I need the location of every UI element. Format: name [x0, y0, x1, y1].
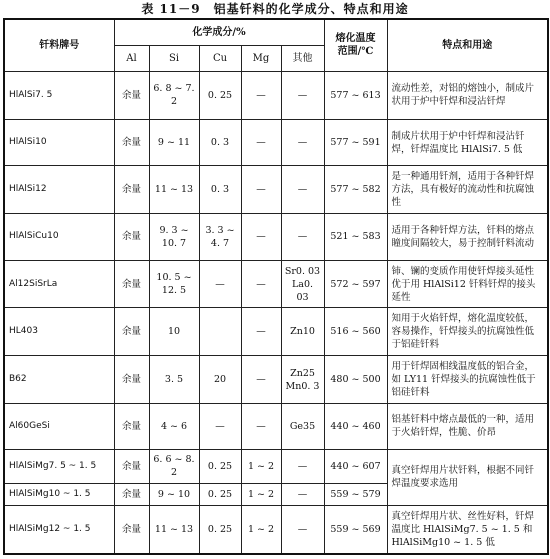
cell-cu: 3. 3 ~ 4. 7 [199, 213, 241, 260]
table-row [4, 449, 548, 483]
cell-alloy: Al60GeSi [4, 404, 114, 449]
table-row [4, 506, 548, 554]
cell-mg: — [241, 404, 281, 449]
header-si: Si [149, 45, 199, 71]
cell-cu: 0. 25 [199, 506, 241, 554]
cell-cu: — [199, 404, 241, 449]
cell-other: — [281, 449, 324, 483]
cell-si: 10. 5 ~ 12. 5 [149, 261, 199, 308]
cell-cu: 0. 25 [199, 71, 241, 119]
cell-al: 余量 [114, 404, 149, 449]
cell-si: 9 ~ 10 [149, 483, 199, 505]
cell-features: 真空钎焊用片状钎料，根据不同钎焊温度要求选用 [387, 449, 548, 505]
cell-features: 用于钎焊固相线温度低的铝合金，如 LY11 钎焊接头的抗腐蚀性低于铝硅钎料 [387, 355, 548, 403]
cell-al: 余量 [114, 308, 149, 355]
cell-cu [199, 308, 241, 355]
table-caption: 表 11－9 铝基钎料的化学成分、特点和用途 [141, 2, 409, 16]
cell-alloy: HlAlSiMg10 ~ 1. 5 [4, 483, 114, 505]
cell-cu: 20 [199, 355, 241, 403]
cell-melting: 577 ~ 582 [324, 166, 387, 213]
cell-mg: — [241, 355, 281, 403]
cell-alloy: HlAlSi7. 5 [4, 71, 114, 119]
cell-other: — [281, 71, 324, 119]
cell-other: — [281, 213, 324, 260]
table-row [4, 308, 548, 355]
cell-melting: 572 ~ 597 [324, 261, 387, 308]
cell-alloy: Al12SiSrLa [4, 261, 114, 308]
table-row [4, 355, 548, 403]
cell-si: 3. 5 [149, 355, 199, 403]
header-composition: 化学成分/% [114, 19, 324, 45]
header-melting [324, 19, 387, 71]
cell-melting: 440 ~ 460 [324, 404, 387, 449]
cell-cu: 0. 25 [199, 483, 241, 505]
cell-other: — [281, 506, 324, 554]
cell-other: Zn25 Mn0. 3 [281, 355, 324, 403]
cell-other: — [281, 119, 324, 165]
header-melting-line2: 范围/℃ [337, 46, 374, 58]
cell-other: — [281, 166, 324, 213]
cell-si: 10 [149, 308, 199, 355]
cell-features: 铈、镧的变质作用使钎焊接头延性优于用 HlAlSi12 钎料钎焊的接头延性 [387, 261, 548, 308]
header-mg: Mg [241, 45, 281, 71]
cell-mg: — [241, 166, 281, 213]
cell-al: 余量 [114, 166, 149, 213]
cell-melting: 480 ~ 500 [324, 355, 387, 403]
cell-si: 4 ~ 6 [149, 404, 199, 449]
cell-alloy: HlAlSiCu10 [4, 213, 114, 260]
header-other: 其他 [281, 45, 324, 71]
cell-al: 余量 [114, 483, 149, 505]
brazing-alloy-table [3, 18, 549, 555]
table-row [4, 119, 548, 165]
cell-features: 流动性差，对铝的熔蚀小，制成片状用于炉中钎焊和浸沾钎焊 [387, 71, 548, 119]
cell-melting: 559 ~ 579 [324, 483, 387, 505]
cell-al: 余量 [114, 355, 149, 403]
cell-al: 余量 [114, 119, 149, 165]
cell-cu: 0. 25 [199, 449, 241, 483]
cell-alloy: HL403 [4, 308, 114, 355]
table-row [4, 166, 548, 213]
cell-si: 6. 6 ~ 8. 2 [149, 449, 199, 483]
header-features: 特点和用途 [387, 19, 548, 71]
cell-alloy: B62 [4, 355, 114, 403]
cell-other: Ge35 [281, 404, 324, 449]
cell-melting: 516 ~ 560 [324, 308, 387, 355]
cell-mg: 1 ~ 2 [241, 506, 281, 554]
cell-features: 铝基钎料中熔点最低的一种，适用于火焰钎焊，性脆、价昂 [387, 404, 548, 449]
table-row [4, 261, 548, 308]
cell-al: 余量 [114, 506, 149, 554]
cell-features: 知用于火焰钎焊，熔化温度较低，容易操作，钎焊接头的抗腐蚀性低于铝硅钎料 [387, 308, 548, 355]
cell-features: 适用于各种钎焊方法，钎料的熔点瞳度间隔较大，易于控制钎料流动 [387, 213, 548, 260]
cell-mg: 1 ~ 2 [241, 483, 281, 505]
cell-alloy: HlAlSi12 [4, 166, 114, 213]
cell-other: — [281, 483, 324, 505]
cell-melting: 577 ~ 591 [324, 119, 387, 165]
cell-mg: — [241, 119, 281, 165]
table-row [4, 213, 548, 260]
cell-mg: 1 ~ 2 [241, 449, 281, 483]
cell-alloy: HlAlSi10 [4, 119, 114, 165]
cell-si: 6. 8 ~ 7. 2 [149, 71, 199, 119]
cell-cu: — [199, 261, 241, 308]
header-alloy: 钎料牌号 [4, 19, 114, 71]
cell-alloy: HlAlSiMg12 ~ 1. 5 [4, 506, 114, 554]
cell-mg: — [241, 261, 281, 308]
cell-si: 11 ~ 13 [149, 506, 199, 554]
cell-melting: 559 ~ 569 [324, 506, 387, 554]
cell-al: 余量 [114, 449, 149, 483]
cell-si: 9. 3 ~ 10. 7 [149, 213, 199, 260]
cell-mg: — [241, 308, 281, 355]
header-cu: Cu [199, 45, 241, 71]
cell-melting: 577 ~ 613 [324, 71, 387, 119]
cell-al: 余量 [114, 71, 149, 119]
cell-cu: 0. 3 [199, 119, 241, 165]
cell-other: Sr0. 03 La0. 03 [281, 261, 324, 308]
cell-features: 真空钎焊用片状、丝性好料，钎焊温度比 HlAlSiMg7. 5 ~ 1. 5 和 HlAlSiMg10 ~ 1. 5 低 [387, 506, 548, 554]
table-row [4, 404, 548, 449]
cell-mg: — [241, 213, 281, 260]
cell-features: 是一种通用钎剂，适用于各种钎焊方法，具有极好的流动性和抗腐蚀性 [387, 166, 548, 213]
cell-alloy: HlAlSiMg7. 5 ~ 1. 5 [4, 449, 114, 483]
cell-si: 11 ~ 13 [149, 166, 199, 213]
cell-features: 制成片状用于炉中钎焊和浸沾钎焊，钎焊温度比 HlAlSi7. 5 低 [387, 119, 548, 165]
cell-melting: 521 ~ 583 [324, 213, 387, 260]
cell-cu: 0. 3 [199, 166, 241, 213]
header-al: Al [114, 45, 149, 71]
table-row [4, 71, 548, 119]
cell-al: 余量 [114, 261, 149, 308]
header-melting-line1: 熔化温度 [335, 33, 376, 45]
cell-other: Zn10 [281, 308, 324, 355]
cell-al: 余量 [114, 213, 149, 260]
cell-si: 9 ~ 11 [149, 119, 199, 165]
cell-mg: — [241, 71, 281, 119]
cell-melting: 440 ~ 607 [324, 449, 387, 483]
